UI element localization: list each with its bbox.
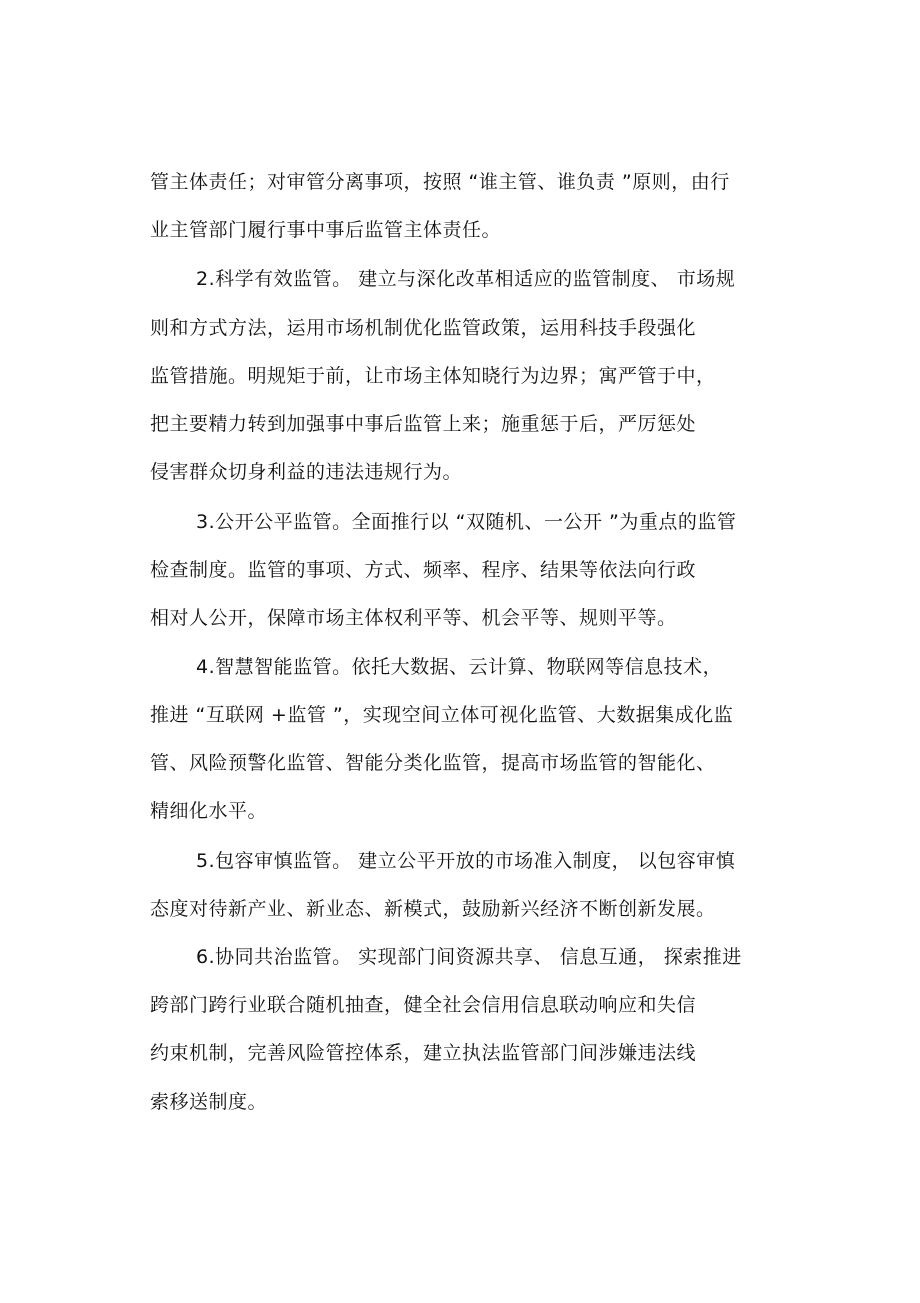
text-line: 精细化水平。 [150,800,268,822]
text-line: 相对人公开，保障市场主体权利平等、机会平等、规则平等。 [150,607,677,629]
text-line: 管、风险预警化监管、智能分类化监管，提高市场监管的智能化、 [150,752,716,774]
text-line: 4.智慧智能监管。依托大数据、云计算、物联网等信息技术， [196,656,723,678]
text-line: 3.公开公平监管。全面推行以 “双随机、一公开 ”为重点的监管 [196,511,737,533]
text-line: 侵害群众切身利益的违法违规行为。 [150,461,463,483]
text-line: 6.协同共治监管。 实现部门间资源共享、 信息互通， 探索推进 [196,946,742,968]
text-line: 约束机制，完善风险管控体系，建立执法监管部门间涉嫌违法线 [150,1042,697,1064]
text-line: 2.科学有效监管。 建立与深化改革相适应的监管制度、 市场规 [196,268,736,290]
text-line: 把主要精力转到加强事中事后监管上来；施重惩于后，严厉惩处 [150,413,697,435]
text-line: 则和方式方法，运用市场机制优化监管政策，运用科技手段强化 [150,317,697,339]
text-line: 5.包容审慎监管。 建立公平开放的市场准入制度， 以包容审慎 [196,850,736,872]
text-line: 推进 “互联网 +监管 ”，实现空间立体可视化监管、大数据集成化监 [150,704,734,726]
text-line: 索移送制度。 [150,1091,268,1113]
text-line: 检查制度。监管的事项、方式、频率、程序、结果等依法向行政 [150,559,697,581]
text-line: 跨部门跨行业联合随机抽查，健全社会信用信息联动响应和失信 [150,994,697,1016]
text-line: 监管措施。明规矩于前，让市场主体知晓行为边界；寓严管于中， [150,365,716,387]
text-line: 管主体责任；对审管分离事项，按照 “谁主管、谁负责 ”原则，由行 [150,171,730,193]
text-line: 业主管部门履行事中事后监管主体责任。 [150,219,502,241]
text-line: 态度对待新产业、新业态、新模式，鼓励新兴经济不断创新发展。 [150,898,716,920]
